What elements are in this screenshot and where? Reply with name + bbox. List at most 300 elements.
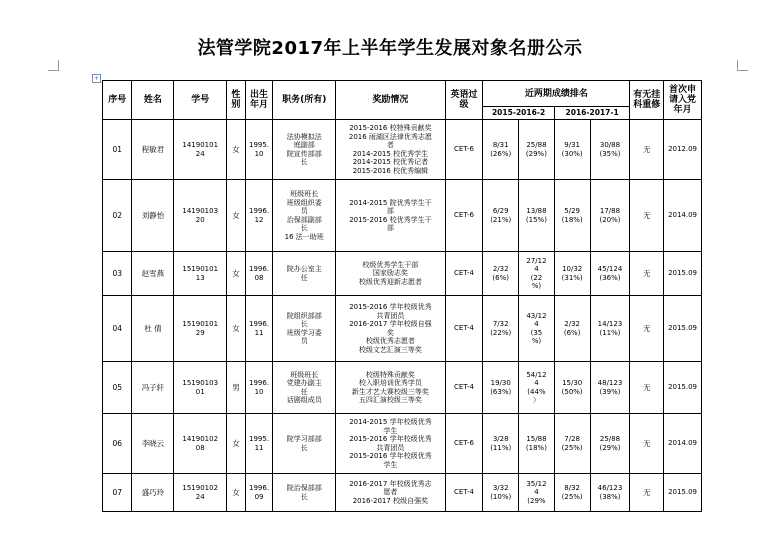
rank-term1-grade-cell-line: 4 (534, 320, 539, 328)
position-cell (273, 120, 336, 180)
name-cell (132, 252, 174, 296)
position-cell (273, 414, 336, 474)
rank-term2-grade-cell-line: 25/88 (599, 435, 621, 443)
position-cell-line: 院办公室主 (286, 265, 322, 273)
rank-term1-class-cell (483, 252, 519, 296)
position-cell-line: 院治保部部 (286, 484, 322, 492)
rank-term2-grade-cell (590, 362, 630, 414)
sex-cell (226, 474, 245, 512)
rank-term2-grade-cell-line: 45/124 (597, 265, 623, 273)
awards-cell (336, 362, 445, 414)
student-id-cell (174, 296, 227, 362)
position-cell (273, 474, 336, 512)
rank-term1-grade-cell-line: 54/12 (526, 370, 547, 379)
position-cell-line: 院学习部部 (286, 435, 322, 443)
seq-cell-line: 01 (112, 145, 122, 154)
seq-cell (103, 296, 132, 362)
awards-cell-line: 愿者 (383, 488, 398, 497)
page-corner-mark-right (737, 60, 748, 71)
awards-cell-line: 校级文艺汇演三等奖 (358, 345, 422, 354)
sex-cell (226, 180, 245, 252)
student-id-cell (174, 180, 227, 252)
rank-term1-grade-cell (519, 362, 555, 414)
rank-term1-grade-cell (519, 252, 555, 296)
birth-cell-line: 1996. (249, 265, 270, 273)
rank-term1-class-cell-line: 19/30 (490, 379, 511, 387)
awards-cell-line: 2016-2017 校级自强奖 (352, 496, 429, 505)
nofail-cell-line: 无 (643, 269, 651, 278)
header-apply: 首次申请入党年月 (664, 81, 702, 120)
birth-cell-line: 11 (254, 328, 264, 337)
student-id-cell-line: 15190103 (182, 379, 219, 387)
nofail-cell (630, 296, 664, 362)
rank-term2-grade-cell-line: (39%) (599, 387, 621, 396)
rank-term2-class-cell (554, 120, 590, 180)
student-id-cell-line: 14190102 (182, 435, 219, 443)
rank-term2-grade-cell-line: 48/123 (597, 379, 623, 387)
student-id-cell (174, 362, 227, 414)
student-id-cell-line: 15190101 (182, 320, 219, 328)
position-cell-line: 任 (300, 387, 308, 396)
student-id-cell-line: 01 (195, 387, 205, 396)
awards-cell-line: 共青团员 (376, 443, 405, 452)
position-cell (273, 362, 336, 414)
birth-cell-line: 12 (254, 215, 264, 224)
awards-cell-line: 2016-2017 学年校级自强 (349, 320, 432, 328)
name-cell-line: 杜 倩 (144, 324, 162, 333)
position-cell-line: 长 (300, 320, 308, 328)
apply-date-cell-line: 2015.09 (668, 324, 698, 333)
table-row (103, 474, 702, 512)
rank-term1-grade-cell (519, 120, 555, 180)
name-cell-line: 盛巧玲 (141, 488, 165, 497)
name-cell (132, 474, 174, 512)
rank-term1-grade-cell-line: %) (531, 282, 542, 290)
awards-cell-line: 2014-2015 校优秀记者 (352, 158, 429, 166)
awards-cell-line: 2015-2016 学年校级优秀 (349, 303, 432, 311)
sex-cell-line: 女 (232, 269, 240, 278)
rank-term1-grade-cell-line: ） (532, 396, 540, 404)
birth-cell-line: 1996. (249, 207, 270, 215)
english-cell-line: CET-4 (453, 383, 474, 392)
student-roster-table (102, 80, 702, 512)
awards-cell-line: 学生 (383, 426, 398, 435)
rank-term1-class-cell (483, 296, 519, 362)
apply-date-cell (664, 120, 702, 180)
english-cell-line: CET-6 (453, 211, 474, 220)
english-cell-line: CET-4 (453, 488, 474, 497)
awards-cell (336, 252, 445, 296)
position-cell-line: 法协模拟法 (286, 132, 322, 141)
name-cell-line: 李晓云 (141, 439, 165, 448)
birth-cell (245, 474, 272, 512)
sex-cell-line: 女 (232, 439, 240, 448)
header-awards: 奖励情况 (336, 81, 445, 120)
birth-cell (245, 362, 272, 414)
rank-term2-grade-cell (590, 180, 630, 252)
apply-date-cell (664, 252, 702, 296)
rank-term1-grade-cell (519, 296, 555, 362)
student-id-cell-line: 13 (195, 273, 205, 282)
table-row (103, 120, 702, 180)
rank-term2-grade-cell-line: (29%) (599, 443, 621, 452)
apply-date-cell (664, 296, 702, 362)
apply-date-cell-line: 2014.09 (668, 439, 698, 448)
rank-term1-grade-cell (519, 414, 555, 474)
nofail-cell (630, 180, 664, 252)
rank-term2-class-cell-line: 8/32 (564, 484, 581, 492)
rank-term1-class-cell (483, 474, 519, 512)
nofail-cell-line: 无 (643, 211, 651, 220)
rank-term2-class-cell-line: (6%) (563, 328, 581, 337)
header-ranking: 近两期成绩排名 (483, 81, 630, 107)
rank-term2-grade-cell (590, 120, 630, 180)
rank-term1-grade-cell-line: 35/12 (526, 479, 547, 488)
sex-cell (226, 296, 245, 362)
header-rank-term-2: 2016-2017-1 (554, 107, 630, 120)
english-cell-line: CET-4 (453, 269, 474, 278)
rank-term1-grade-cell-line: 15/88 (526, 435, 547, 443)
nofail-cell-line: 无 (643, 324, 651, 333)
rank-term1-grade-cell-line: (29%) (525, 149, 547, 158)
awards-cell-line: 校入职培训优秀学员 (358, 379, 422, 387)
rank-term2-class-cell (554, 362, 590, 414)
apply-date-cell (664, 362, 702, 414)
rank-term1-grade-cell-line: 43/12 (526, 311, 547, 320)
awards-cell-line: 国家励志奖 (372, 269, 408, 278)
rank-term1-class-cell (483, 362, 519, 414)
awards-cell (336, 296, 445, 362)
position-cell-line: 院宣传部部 (286, 149, 322, 158)
rank-term2-grade-cell-line: (35%) (599, 149, 621, 158)
sex-cell (226, 362, 245, 414)
student-id-cell-line: 14190101 (182, 141, 219, 149)
header-position: 职务(所有) (273, 81, 336, 120)
rank-term1-grade-cell (519, 474, 555, 512)
awards-cell-line: 2014-2015 校优秀学生 (352, 149, 429, 158)
rank-term2-class-cell (554, 474, 590, 512)
seq-cell-line: 05 (112, 383, 122, 392)
table-body (103, 120, 702, 512)
awards-cell-line: 者 (386, 141, 394, 149)
name-cell-line: 赵雪燕 (141, 269, 165, 278)
student-id-cell-line: 24 (195, 492, 205, 501)
awards-cell-line: 2015-2016 校优秀学生干 (349, 215, 432, 224)
birth-cell-line: 11 (254, 443, 264, 452)
awards-cell-line: 2015-2016 学年校级优秀 (349, 452, 432, 460)
awards-cell-line: 五四汇演校级三等奖 (358, 396, 422, 404)
student-id-cell (174, 474, 227, 512)
position-cell-line: 班级组织委 (286, 198, 322, 207)
position-cell-line: 班级班长 (290, 370, 319, 379)
student-id-cell (174, 120, 227, 180)
awards-cell-line: 2016-2017 年校级优秀志 (349, 479, 432, 488)
table-row (103, 180, 702, 252)
seq-cell (103, 180, 132, 252)
name-cell (132, 414, 174, 474)
sex-cell-line: 女 (232, 488, 240, 497)
nofail-cell (630, 474, 664, 512)
awards-cell-line: 2015-2016 校特殊贡献奖 (349, 124, 432, 132)
awards-cell (336, 120, 445, 180)
rank-term1-class-cell-line: 2/32 (492, 265, 509, 273)
seq-cell (103, 252, 132, 296)
awards-cell (336, 180, 445, 252)
birth-cell-line: 08 (254, 273, 264, 282)
rank-term1-grade-cell-line: %) (531, 337, 542, 345)
nofail-cell-line: 无 (643, 439, 651, 448)
document-title: 法管学院2017年上半年学生发展对象名册公示 (197, 38, 583, 59)
awards-cell-line: 部 (386, 224, 394, 232)
position-cell-line: 长 (300, 492, 308, 501)
student-id-cell-line: 15190101 (182, 265, 219, 273)
sex-cell (226, 414, 245, 474)
table-row (103, 414, 702, 474)
header-id: 学号 (174, 81, 227, 120)
rank-term2-class-cell (554, 296, 590, 362)
rank-term2-class-cell-line: 2/32 (564, 320, 581, 328)
seq-cell (103, 362, 132, 414)
position-cell-line: 院组织部部 (286, 311, 322, 320)
apply-date-cell-line: 2015.09 (668, 383, 698, 392)
rank-term2-class-cell-line: (31%) (561, 273, 583, 282)
awards-cell (336, 414, 445, 474)
student-id-cell-line: 20 (195, 215, 205, 224)
rank-term1-class-cell-line: 7/32 (492, 320, 509, 328)
english-cell (445, 296, 483, 362)
rank-term2-class-cell-line: 9/31 (564, 141, 581, 149)
table-move-handle-icon[interactable]: + (93, 75, 100, 82)
page-corner-mark-left (48, 60, 59, 71)
awards-cell-line: 奖 (386, 328, 394, 337)
nofail-cell (630, 362, 664, 414)
position-cell (273, 180, 336, 252)
student-id-cell-line: 15190102 (182, 484, 219, 492)
birth-cell-line: 1995. (249, 141, 270, 149)
apply-date-cell-line: 2014.09 (668, 211, 698, 220)
nofail-cell-line: 无 (643, 383, 651, 392)
english-cell (445, 120, 483, 180)
name-cell (132, 180, 174, 252)
rank-term2-grade-cell (590, 296, 630, 362)
rank-term1-class-cell-line: 3/28 (492, 435, 509, 443)
student-id-cell-line: 29 (195, 328, 205, 337)
name-cell-line: 冯子轩 (141, 383, 165, 392)
apply-date-cell (664, 474, 702, 512)
rank-term1-class-cell (483, 414, 519, 474)
position-cell-line: 长 (300, 158, 308, 166)
position-cell-line: 班级班长 (290, 190, 319, 198)
rank-term1-class-cell-line: (26%) (490, 149, 512, 158)
english-cell (445, 252, 483, 296)
position-cell-line: 任 (300, 273, 308, 282)
rank-term1-class-cell-line: (11%) (490, 443, 512, 452)
birth-cell-line: 1996. (249, 320, 270, 328)
rank-term1-class-cell-line: (22%) (490, 328, 512, 337)
birth-cell-line: 10 (254, 387, 264, 396)
rank-term2-class-cell-line: (18%) (561, 215, 583, 224)
sex-cell-line: 女 (232, 324, 240, 333)
name-cell (132, 120, 174, 180)
rank-term1-grade-cell-line: 4 (534, 379, 539, 387)
position-cell-line: 长 (300, 443, 308, 452)
awards-cell-line: 部 (386, 207, 394, 215)
rank-term2-class-cell-line: (25%) (561, 492, 583, 501)
nofail-cell-line: 无 (643, 145, 651, 154)
birth-cell (245, 120, 272, 180)
header-rank-term-1: 2015-2016-2 (483, 107, 554, 120)
sex-cell (226, 252, 245, 296)
rank-term1-class-cell-line: 3/32 (492, 484, 509, 492)
sex-cell-line: 女 (232, 211, 240, 220)
rank-term1-grade-cell-line: 25/88 (526, 141, 547, 149)
awards-cell-line: 校级特殊贡献奖 (365, 370, 415, 379)
rank-term1-grade-cell-line: (44% (527, 387, 546, 396)
student-id-cell-line: 24 (195, 149, 205, 158)
name-cell-line: 刘静怡 (141, 211, 165, 220)
birth-cell-line: 10 (254, 149, 264, 158)
position-cell-line: 长 (300, 224, 308, 232)
awards-cell-line: 2015-2016 校优秀编辑 (352, 166, 429, 175)
rank-term1-class-cell-line: 6/29 (492, 207, 509, 215)
rank-term2-class-cell-line: (50%) (561, 387, 583, 396)
rank-term2-grade-cell-line: (20%) (599, 215, 621, 224)
rank-term2-grade-cell-line: 17/88 (599, 207, 621, 215)
position-cell-line: 16 法一助班 (284, 232, 324, 241)
rank-term1-grade-cell-line: (29% (527, 496, 546, 505)
rank-term2-grade-cell-line: 30/88 (599, 141, 621, 149)
awards-cell-line: 校级优秀迎新志愿者 (358, 277, 422, 286)
nofail-cell (630, 120, 664, 180)
english-cell-line: CET-6 (453, 439, 474, 448)
rank-term2-class-cell-line: 5/29 (564, 207, 581, 215)
position-cell-line: 员 (300, 207, 308, 215)
table-row (103, 362, 702, 414)
awards-cell-line: 新生才艺大赛校级三等奖 (351, 387, 429, 396)
english-cell (445, 180, 483, 252)
rank-term2-class-cell-line: 15/30 (562, 379, 583, 387)
name-cell (132, 296, 174, 362)
table-row (103, 296, 702, 362)
awards-cell-line: 校级优秀志愿者 (365, 337, 415, 345)
apply-date-cell (664, 180, 702, 252)
name-cell-line: 程敏君 (141, 145, 165, 154)
student-id-cell (174, 252, 227, 296)
nofail-cell (630, 414, 664, 474)
birth-cell (245, 296, 272, 362)
position-cell-line: 治保部副部 (286, 215, 322, 224)
rank-term1-grade-cell-line: (18%) (525, 443, 547, 452)
birth-cell-line: 1995. (249, 435, 270, 443)
header-birth: 出生年月 (245, 81, 272, 120)
birth-cell (245, 414, 272, 474)
nofail-cell-line: 无 (643, 488, 651, 497)
rank-term1-class-cell-line: (63%) (490, 387, 512, 396)
rank-term2-grade-cell (590, 252, 630, 296)
position-cell-line: 员 (300, 337, 308, 345)
awards-cell-line: 2014-2015 学年校级优秀 (349, 418, 432, 426)
apply-date-cell (664, 414, 702, 474)
awards-cell-line: 共青团员 (376, 311, 405, 320)
english-cell (445, 362, 483, 414)
rank-term1-grade-cell-line: (15%) (525, 215, 547, 224)
awards-cell-line: 校级优秀学生干部 (362, 260, 419, 269)
seq-cell-line: 06 (112, 439, 122, 448)
nofail-cell (630, 252, 664, 296)
position-cell-line: 党建办副主 (286, 379, 322, 387)
seq-cell-line: 04 (112, 324, 122, 333)
seq-cell (103, 120, 132, 180)
table-row (103, 252, 702, 296)
seq-cell-line: 07 (112, 488, 122, 497)
name-cell (132, 362, 174, 414)
awards-cell-line: 2015-2016 学年校级优秀 (349, 435, 432, 443)
rank-term2-class-cell (554, 414, 590, 474)
rank-term2-class-cell-line: 10/32 (562, 265, 583, 273)
seq-cell-line: 02 (112, 211, 122, 220)
student-id-cell-line: 14190103 (182, 207, 219, 215)
birth-cell-line: 1996. (249, 484, 270, 492)
rank-term2-grade-cell-line: 14/123 (597, 320, 623, 328)
rank-term1-grade-cell (519, 180, 555, 252)
rank-term2-class-cell (554, 252, 590, 296)
header-seq: 序号 (103, 81, 132, 120)
english-cell (445, 414, 483, 474)
rank-term1-class-cell-line: (21%) (490, 215, 512, 224)
rank-term2-grade-cell-line: (38%) (599, 492, 621, 501)
sex-cell (226, 120, 245, 180)
student-id-cell (174, 414, 227, 474)
birth-cell-line: 09 (254, 492, 264, 501)
rank-term1-grade-cell-line: 4 (534, 488, 539, 497)
rank-term2-class-cell-line: 7/28 (564, 435, 581, 443)
sex-cell-line: 女 (232, 145, 240, 154)
apply-date-cell-line: 2015.09 (668, 488, 698, 497)
rank-term1-grade-cell-line: (35 (530, 328, 543, 337)
seq-cell (103, 474, 132, 512)
awards-cell-line: 2014-2015 院优秀学生干 (349, 198, 432, 207)
apply-date-cell-line: 2012.09 (668, 145, 698, 154)
rank-term1-class-cell-line: (10%) (490, 492, 512, 501)
rank-term2-grade-cell-line: (11%) (599, 328, 621, 337)
english-cell-line: CET-4 (453, 324, 474, 333)
rank-term2-grade-cell-line: 46/123 (597, 484, 623, 492)
position-cell-line: 庭副部 (293, 141, 315, 149)
position-cell (273, 296, 336, 362)
rank-term2-grade-cell (590, 414, 630, 474)
awards-cell-line: 2016 雨湖区法律优秀志愿 (348, 132, 432, 141)
awards-cell-line: 学生 (383, 460, 398, 469)
birth-cell (245, 252, 272, 296)
header-name: 姓名 (132, 81, 174, 120)
rank-term1-grade-cell-line: 4 (534, 265, 539, 273)
header-sex: 性别 (226, 81, 245, 120)
rank-term1-grade-cell-line: 13/88 (526, 207, 547, 215)
student-id-cell-line: 08 (195, 443, 205, 452)
sex-cell-line: 男 (232, 383, 240, 392)
position-cell-line: 话剧组成员 (286, 396, 322, 404)
birth-cell (245, 180, 272, 252)
rank-term2-class-cell-line: (25%) (561, 443, 583, 452)
rank-term1-class-cell-line: (6%) (492, 273, 509, 282)
header-nofail: 有无挂科重修 (630, 81, 664, 120)
seq-cell (103, 414, 132, 474)
rank-term1-grade-cell-line: (22 (530, 273, 543, 282)
position-cell-line: 班级学习委 (286, 328, 322, 337)
rank-term1-class-cell-line: 8/31 (492, 141, 509, 149)
header-english: 英语过级 (445, 81, 483, 120)
position-cell (273, 252, 336, 296)
